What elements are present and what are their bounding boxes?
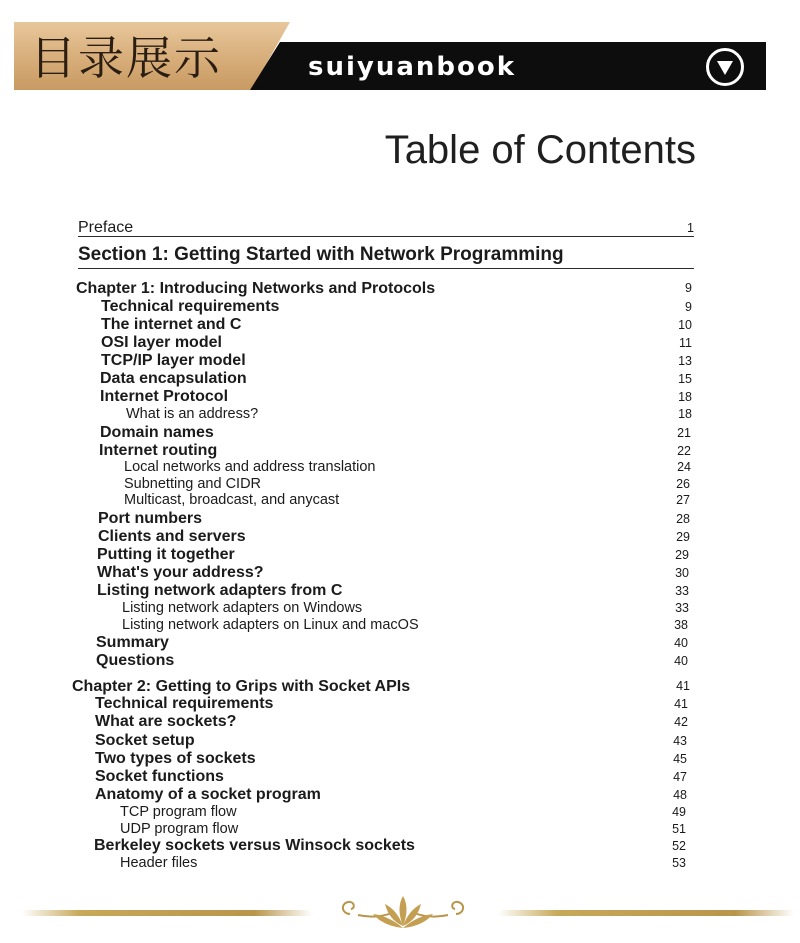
toc-entry-page: 41 [674, 697, 688, 711]
toc-entry-page: 49 [672, 805, 686, 819]
toc-entry-label: What are sockets? [95, 713, 237, 730]
toc-entry-label: Summary [96, 634, 169, 651]
divider [78, 236, 694, 237]
toc-entry-page: 10 [678, 318, 692, 332]
toc-entry-page: 22 [677, 444, 691, 458]
toc-entry-page: 47 [673, 770, 687, 784]
toc-entry-label: Socket functions [95, 768, 224, 785]
banner-label: 目录展示 [30, 31, 222, 85]
toc-entry-page: 9 [685, 300, 692, 314]
toc-entry-page: 18 [678, 390, 692, 404]
toc-entry-label: What's your address? [97, 564, 264, 581]
toc-entry-page: 1 [687, 221, 694, 235]
toc-entry-label: Two types of sockets [95, 750, 256, 767]
toc-entry-page: 30 [675, 566, 689, 580]
toc-entry-label: Listing network adapters on Linux and macOS [122, 617, 419, 633]
toc-chapter-label: Chapter 2: Getting to Grips with Socket APIs [72, 678, 411, 695]
toc-entry-page: 40 [674, 636, 688, 650]
toc-entry-label: Technical requirements [95, 695, 274, 712]
toc-entry-label: Domain names [100, 424, 214, 441]
toc-entry-page: 28 [676, 512, 690, 526]
toc-entry-page: 15 [678, 372, 692, 386]
toc-entry-page: 45 [673, 752, 687, 766]
brand-name: suiyuanbook [308, 52, 517, 82]
toc-entry-label: Local networks and address translation [124, 459, 376, 475]
toc-chapter-label: Chapter 1: Introducing Networks and Protocols [76, 280, 436, 297]
toc-entry-label: OSI layer model [101, 334, 222, 351]
toc-entry-page: 42 [674, 715, 688, 729]
toc-entry-page: 26 [676, 477, 690, 491]
toc-entry-label: Listing network adapters from C [97, 582, 343, 599]
toc-entry-page: 52 [672, 839, 686, 853]
toc-entry-page: 21 [677, 426, 691, 440]
toc-entry-page: 48 [673, 788, 687, 802]
toc-entry-label: Berkeley sockets versus Winsock sockets [94, 837, 415, 854]
toc-entry-label: UDP program flow [120, 821, 239, 837]
toc-entry-page: 11 [679, 336, 692, 350]
footer-left-line [22, 910, 312, 916]
toc-entry-label: Port numbers [98, 510, 203, 527]
footer-right-line [498, 910, 794, 916]
toc-entry-page: 24 [677, 460, 691, 474]
toc-entry-page: 40 [674, 654, 688, 668]
toc-entry-label: TCP program flow [120, 804, 237, 820]
toc-entry-page: 43 [673, 734, 687, 748]
toc-entry-label: Anatomy of a socket program [95, 786, 321, 803]
toc-entry-label: Questions [96, 652, 175, 669]
toc-entry-page: 27 [676, 493, 690, 507]
toc-entry-page: 9 [685, 281, 692, 295]
toc-entry-page: 29 [676, 530, 690, 544]
toc-entry-label: What is an address? [126, 406, 259, 422]
toc-entry-label: Listing network adapters on Windows [122, 600, 363, 616]
toc-entry-label: Socket setup [95, 732, 195, 749]
toc-entry-page: 33 [675, 601, 689, 615]
toc-entry-page: 53 [672, 856, 686, 870]
toc-section-label: Section 1: Getting Started with Network Programming [78, 244, 564, 265]
toc-entry-label: Internet routing [99, 442, 218, 459]
toc-entry-page: 41 [676, 679, 690, 693]
toc-entry-label: Technical requirements [101, 298, 280, 315]
toc-entry-label: Data encapsulation [100, 370, 247, 387]
toc-entry-label: Clients and servers [98, 528, 246, 545]
toc-entry-page: 13 [678, 354, 692, 368]
lotus-ornament-icon [330, 888, 476, 936]
toc-entry-label: Subnetting and CIDR [124, 476, 262, 492]
toc-entry-page: 51 [672, 822, 686, 836]
toc-entry-label: Multicast, broadcast, and anycast [124, 492, 340, 508]
toc-entry-label: Internet Protocol [100, 388, 229, 405]
toc-entry-label: The internet and C [101, 316, 242, 333]
toc-entry-label: Putting it together [97, 546, 235, 563]
toc-entry-label: TCP/IP layer model [101, 352, 246, 369]
divider [78, 268, 694, 269]
toc-entry-page: 33 [675, 584, 689, 598]
page-title: Table of Contents [384, 128, 696, 172]
toc-entry-page: 18 [678, 407, 692, 421]
toc-entry-page: 29 [675, 548, 689, 562]
toc-entry-page: 38 [674, 618, 688, 632]
toc-entry-label: Preface [78, 219, 134, 236]
toc-entry-label: Header files [120, 855, 198, 871]
